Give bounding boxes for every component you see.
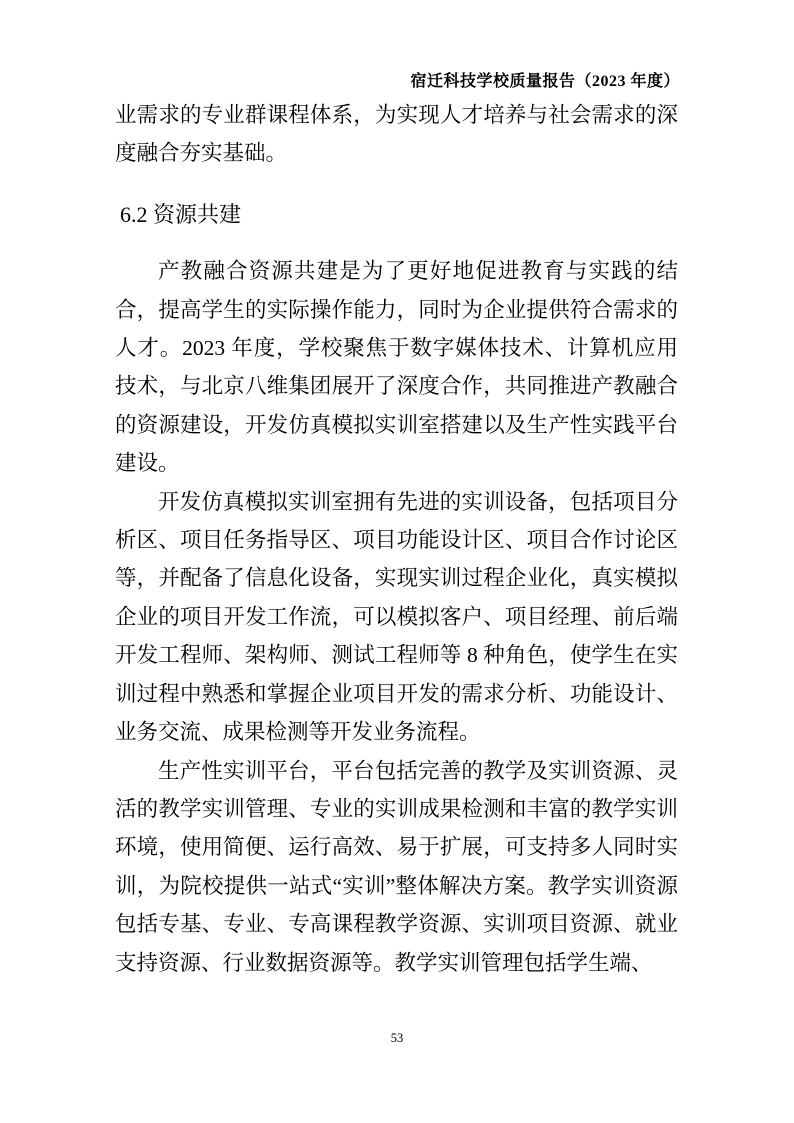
page-number: 53: [390, 1031, 404, 1045]
document-body: [115, 96, 678, 982]
paragraph-continuation: 业需求的专业群课程体系，为实现人才培养与社会需求的深度融合夯实基础。: [115, 103, 678, 166]
page-footer: [0, 1030, 794, 1046]
page-header: [114, 71, 680, 92]
paragraph: 开发仿真模拟实训室拥有先进的实训设备，包括项目分析区、项目任务指导区、项目功能设计区、项目合作讨论区等，并配备了信息化设备，实现实训过程企业化，真实模拟企业的项目开发工作流，可以模拟客户、项目经理、前后端开发工程师、架构师、测试工程师等 8 种角色，使学生在实训过程中熟悉和掌握企业项目开发的需求分析、功能设计、业务交流、成果检测等开发业务流程。: [115, 489, 678, 745]
paragraph: 生产性实训平台，平台包括完善的教学及实训资源、灵活的教学实训管理、专业的实训成果检测和丰富的教学实训环境，使用简便、运行高效、易于扩展，可支持多人同时实训，为院校提供一站式“实训”整体解决方案。教学实训资源包括专基、专业、专高课程教学资源、实训项目资源、就业支持资源、行业数据资源等。教学实训管理包括学生端、: [115, 758, 678, 975]
header-title: 宿迁科技学校质量报告（2023 年度）: [410, 73, 680, 90]
section-heading: 6.2 资源共建: [120, 201, 242, 227]
paragraph: 产教融合资源共建是为了更好地促进教育与实践的结合，提高学生的实际操作能力，同时为企业提供符合需求的人才。2023 年度，学校聚焦于数字媒体技术、计算机应用技术，与北京八维集团展开了深度合作，共同推进产教融合的资源建设，开发仿真模拟实训室搭建以及生产性实践平台建设。: [115, 259, 678, 476]
